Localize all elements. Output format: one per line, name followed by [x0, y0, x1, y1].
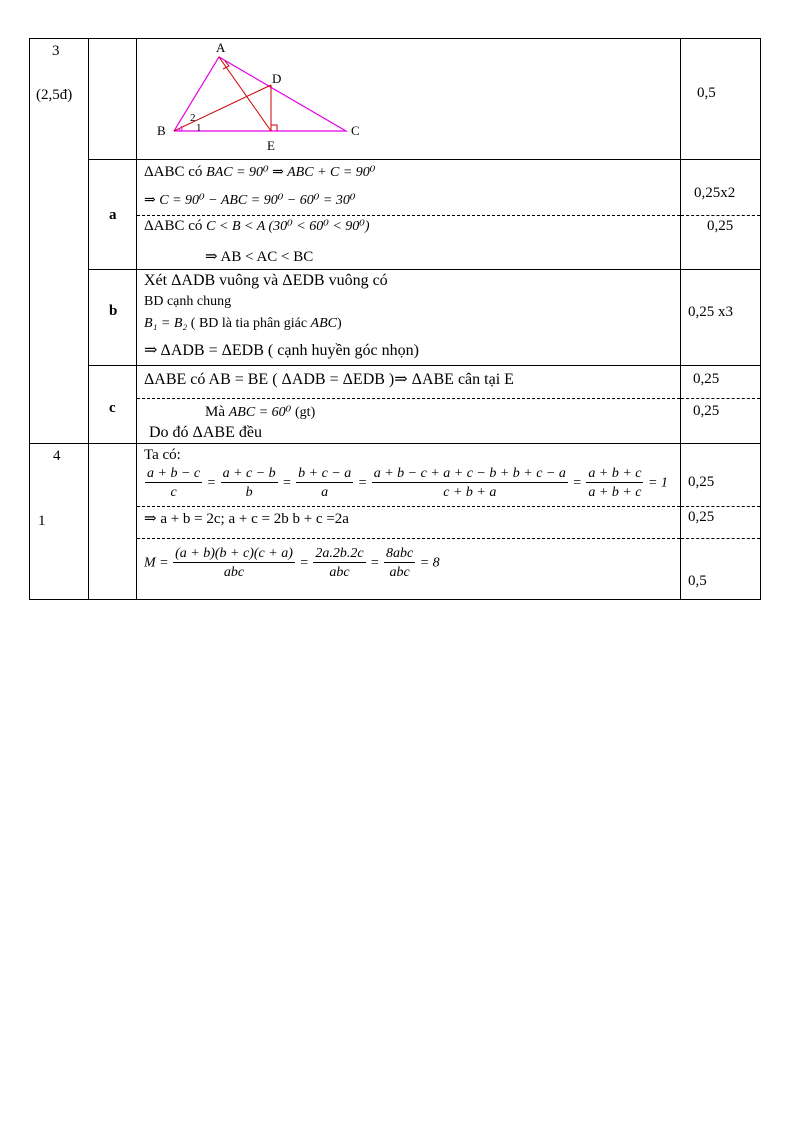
q3-figure-score-cell — [681, 39, 761, 160]
q3-figure-label-cell — [89, 39, 137, 160]
q3a-content-cell — [137, 160, 681, 270]
label-a: A — [216, 40, 226, 55]
q4-content-cell — [137, 444, 681, 600]
q4-line2: ⇒ a + b = 2c; a + c = 2b b + c =2a — [144, 511, 349, 527]
q3c-line3: Do đó ΔABE đều — [149, 424, 262, 441]
q3b-line3: B₁ = B₂ ( BD là tia phân giác ABC) — [144, 316, 342, 331]
segment-ae — [219, 57, 271, 131]
q4-number: 4 — [53, 448, 61, 464]
q3a-score2: 0,25 — [707, 218, 734, 234]
q3b-line4: ⇒ ΔADB = ΔEDB ( cạnh huyền góc nhọn) — [144, 342, 419, 359]
q3-figure-score: 0,5 — [697, 85, 716, 101]
answer-table — [29, 38, 761, 600]
q3a-label-cell — [89, 160, 137, 270]
q4-score2: 0,25 — [688, 509, 715, 525]
q3b-content-cell — [137, 270, 681, 366]
q3c-line1: ΔABE có AB = BE ( ΔADB = ΔEDB )⇒ ΔABE cân tại E — [144, 371, 514, 388]
q4-part: 1 — [38, 513, 46, 529]
q3a-line1: ΔABC có BAC = 90⁰ ⇒ ABC + C = 90⁰ — [144, 164, 376, 180]
q3c-line2: Mà ABC = 60⁰ (gt) — [205, 404, 316, 420]
label-angle-2: 2 — [190, 112, 196, 124]
q4-eq1: $\frac{a + b - c}{c}$ = $\frac{a + c - b}{b}$ = $\frac{b + c - a}{a}$ = $\frac{a + b - c + a + c - b + b + c - a}{c + b + a}$ = $\frac{a + b + c}{a + b + c}$ = 1 — [147, 466, 668, 500]
label-d: D — [272, 71, 282, 86]
q3b-label: b — [109, 303, 118, 319]
q3a-line3: ΔABC có C < B < A (30⁰ < 60⁰ < 90⁰) — [144, 218, 370, 234]
q3a-label: a — [109, 207, 117, 223]
q3c-label: c — [109, 400, 116, 416]
q4-line1: Ta có: — [144, 447, 181, 463]
q3c-score1: 0,25 — [693, 371, 720, 387]
q3a-line3-math: C < B < A (30⁰ < 60⁰ < 90⁰) — [206, 219, 370, 234]
right-angle-mark-e — [271, 125, 277, 131]
label-b: B — [157, 123, 166, 138]
q4-eq3: M = $\frac{(a + b)(b + c)(c + a)}{\text{abc}}$ = $\frac{2a.2b.2c}{\text{abc}}$ = $\frac{\text{8abc}}{\text{abc}}$ = 8 — [144, 546, 440, 580]
q3-figure-cell — [137, 39, 681, 160]
q3a-line1-math: BAC = 90⁰ ⇒ ABC + C = 90⁰ — [206, 165, 376, 180]
q4-score-divider1 — [681, 506, 760, 507]
triangle-abc — [174, 57, 346, 131]
q3b-label-cell — [89, 270, 137, 366]
q3c-score-divider — [681, 398, 760, 399]
q4-number-cell — [30, 444, 89, 600]
q3-number: 3 — [52, 43, 60, 59]
q3a-score-cell — [681, 160, 761, 270]
q3-number-cell — [30, 39, 89, 444]
q3c-score-cell — [681, 366, 761, 444]
label-e: E — [267, 138, 275, 153]
q3a-line2: ⇒ C = 90⁰ − ABC = 90⁰ − 60⁰ = 30⁰ — [144, 193, 356, 208]
q3a-score-divider — [681, 215, 760, 216]
q3c-divider — [137, 398, 680, 399]
q3-points: (2,5đ) — [36, 87, 73, 103]
q3b-score: 0,25 x3 — [688, 304, 733, 320]
angle-mark-b2 — [181, 126, 182, 131]
q3b-score-cell — [681, 270, 761, 366]
q3a-line4: ⇒ AB < AC < BC — [205, 249, 314, 265]
q3b-line1: Xét ΔADB vuông và ΔEDB vuông có — [144, 272, 388, 289]
q4-score1: 0,25 — [688, 474, 715, 490]
q4-score3: 0,5 — [688, 573, 707, 589]
triangle-figure — [137, 39, 397, 159]
q4-score-divider2 — [681, 538, 760, 539]
q4-divider1 — [137, 506, 680, 507]
label-angle-1: 1 — [196, 122, 202, 134]
q4-label-cell — [89, 444, 137, 600]
q3c-score2: 0,25 — [693, 403, 720, 419]
q4-divider2 — [137, 538, 680, 539]
q3b-line2: BD cạnh chung — [144, 294, 232, 309]
q3a-score1: 0,25x2 — [694, 185, 736, 201]
q3a-divider — [137, 215, 680, 216]
label-c: C — [351, 123, 360, 138]
q3c-content-cell — [137, 366, 681, 444]
q4-score-cell — [681, 444, 761, 600]
q3c-label-cell — [89, 366, 137, 444]
